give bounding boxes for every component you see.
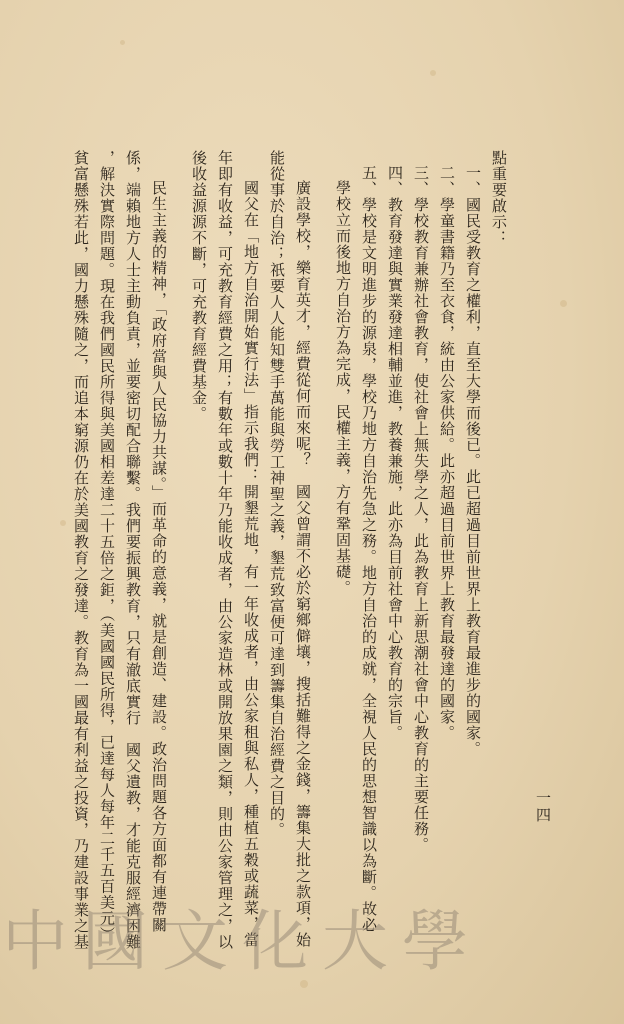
paper-stain [60, 520, 66, 526]
text-line-item-3: 三、學校教育兼辦社會教育，使社會上無失學之人，此為教育上新思潮社會中心教育的主要任務。 [412, 165, 430, 853]
text-line-para3-2: 年即有收益，可充教育經費之用；有數年或數十年乃能收成者，由公家造林或開放果園之類，則由公家管理之，以 [216, 150, 234, 950]
text-line-para2-2: 能從事於自治；祇要人人能知雙手萬能與勞工神聖之義，墾荒致富便可達到籌集自治經費之目的。 [268, 150, 286, 838]
text-line-para4-2: 係，端賴地方人士主動負責，並要密切配合聯繫。我們要振興教育，只有澈底實行 國父遺教，才能克服經濟困難 [124, 150, 142, 950]
text-line-para4-1: 民生主義的精神，「政府當與人民協力共謀。」而革命的意義，就是創造、建設。政治問題各方面都有連帶關 [150, 180, 168, 933]
text-line-item-5-cont: 學校立而後地方自治方為完成，民權主義，方有鞏固基礎。 [334, 180, 352, 596]
text-line-para3-1: 國父在「地方自治開始實行法」指示我們：開墾荒地，有一年收成者，由公家租與私人，種植五穀或蔬菜，當 [242, 180, 260, 948]
text-line-item-4: 四、教育發達與實業發達相輔並進，教養兼施，此亦為目前社會中心教育的宗旨。 [386, 165, 404, 741]
text-line-para4-3: ，解決實際問題。現在我們國民所得與美國相差達二十五倍之鉅，（美國國民所得，已達每人每年二千五百美元） [98, 150, 116, 943]
text-line-item-2: 二、學童書籍乃至衣食，統由公家供給。此亦超過目前世界上教育最發達的國家。 [438, 165, 456, 741]
text-line-para4-4: 貧富懸殊若此，國力懸殊隨之，而追本窮源仍在於美國教育之發達。教育為一國最有利益之投資，乃建設事業之基 [72, 150, 90, 950]
page-number: 一四 [534, 790, 552, 824]
paragraph-gap [316, 150, 330, 940]
text-line-heading: 點重要啟示： [490, 150, 508, 246]
text-line-para2-1: 廣設學校，樂育英才，經費從何而來呢？ 國父曾謂不必於窮鄉僻壤，搜括難得之金錢，籌集大批之款項，始 [294, 180, 312, 948]
paragraph-gap [172, 150, 186, 940]
text-line-item-1: 一、國民受教育之權利，直至大學而後已。此已超過目前世界上教育最進步的國家。 [464, 165, 482, 757]
text-line-item-5: 五、學校是文明進步的源泉，學校乃地方自治先急之務。地方自治的成就，全視人民的思想智識以為斷。故必 [360, 165, 378, 933]
text-line-para3-3: 後收益源源不斷，可充教育經費基金。 [190, 150, 208, 422]
paper-stain [120, 40, 125, 45]
watermark: 中國文化大學 [2, 903, 482, 980]
paper-stain [560, 300, 567, 307]
paper-stain [430, 70, 436, 76]
